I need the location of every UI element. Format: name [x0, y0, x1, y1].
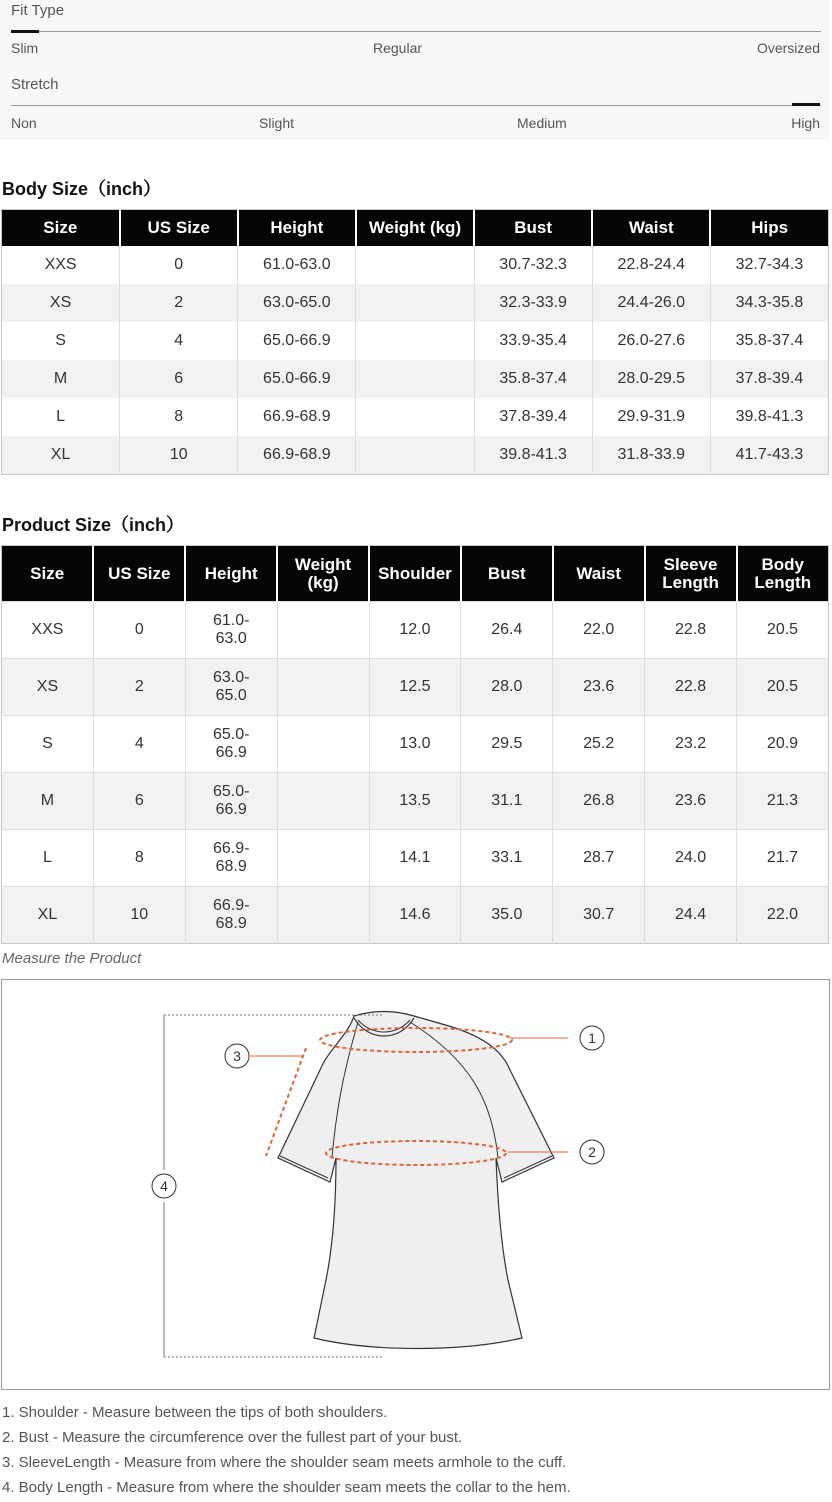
table-cell: 33.9-35.4 — [474, 322, 592, 360]
table-header-row — [2, 546, 829, 602]
marker-4-label: 4 — [160, 1178, 168, 1194]
table-cell: 66.9- 68.9 — [185, 830, 277, 887]
table-cell — [277, 887, 369, 944]
table-cell: 20.5 — [737, 659, 829, 716]
column-header: Weight (kg) — [277, 546, 369, 602]
table-cell: 32.3-33.9 — [474, 284, 592, 322]
fit-option-slim: Slim — [11, 40, 39, 56]
column-header: Bust — [474, 210, 592, 247]
table-cell: XS — [2, 659, 94, 716]
table-cell: XXS — [2, 602, 94, 659]
product-size-table — [1, 545, 829, 944]
table-cell — [356, 322, 474, 360]
table-cell: 31.8-33.9 — [592, 436, 710, 475]
table-cell: 30.7 — [553, 887, 645, 944]
column-header: US Size — [93, 546, 185, 602]
table-row — [2, 246, 829, 284]
table-cell: 13.5 — [369, 773, 461, 830]
table-cell: 35.8-37.4 — [474, 360, 592, 398]
body-size-table — [1, 209, 829, 475]
table-cell: 26.0-27.6 — [592, 322, 710, 360]
table-row — [2, 398, 829, 436]
table-cell: 66.9- 68.9 — [185, 887, 277, 944]
table-cell: 63.0-65.0 — [238, 284, 356, 322]
table-cell: 39.8-41.3 — [710, 398, 828, 436]
table-row — [2, 659, 829, 716]
table-cell: 22.0 — [737, 887, 829, 944]
table-cell: 6 — [120, 360, 238, 398]
stretch-marker — [792, 103, 820, 106]
body-size-title-text: Body Size — [2, 179, 89, 199]
table-cell: 28.7 — [553, 830, 645, 887]
marker-1-label: 1 — [588, 1030, 596, 1046]
table-row — [2, 773, 829, 830]
table-cell: 35.0 — [461, 887, 553, 944]
table-cell: 12.5 — [369, 659, 461, 716]
table-cell: 61.0- 63.0 — [185, 602, 277, 659]
table-cell: 4 — [93, 716, 185, 773]
table-row — [2, 360, 829, 398]
table-cell: 4 — [120, 322, 238, 360]
column-header: Size — [2, 210, 120, 247]
table-cell: 14.1 — [369, 830, 461, 887]
column-header: Sleeve Length — [645, 546, 737, 602]
table-cell: 28.0 — [461, 659, 553, 716]
table-cell: 24.4 — [645, 887, 737, 944]
table-cell: M — [2, 360, 120, 398]
table-row — [2, 322, 829, 360]
table-cell: 31.1 — [461, 773, 553, 830]
column-header: US Size — [120, 210, 238, 247]
column-header: Weight (kg) — [356, 210, 474, 247]
product-size-unit: （inch） — [111, 515, 185, 535]
column-header: Bust — [461, 546, 553, 602]
stretch-option-medium: Medium — [517, 115, 567, 131]
table-cell: 28.0-29.5 — [592, 360, 710, 398]
table-cell: 21.3 — [737, 773, 829, 830]
table-cell: 26.8 — [553, 773, 645, 830]
table-cell: 23.6 — [553, 659, 645, 716]
fit-type-scale — [11, 31, 821, 32]
product-size-title — [2, 511, 184, 537]
table-cell — [356, 398, 474, 436]
table-cell: S — [55, 332, 66, 349]
table-cell: 37.8-39.4 — [474, 398, 592, 436]
table-cell: 2 — [93, 659, 185, 716]
fit-type-marker — [11, 30, 39, 33]
table-cell — [277, 773, 369, 830]
marker-2-label: 2 — [588, 1144, 596, 1160]
table-cell: 8 — [93, 830, 185, 887]
table-cell: L — [2, 830, 94, 887]
table-cell — [277, 830, 369, 887]
fit-panel — [0, 0, 830, 140]
table-cell: 14.6 — [369, 887, 461, 944]
table-cell — [356, 246, 474, 284]
table-cell: 0 — [93, 602, 185, 659]
table-cell: 30.7-32.3 — [474, 246, 592, 284]
table-cell: S — [2, 716, 94, 773]
table-cell: 22.8 — [645, 602, 737, 659]
table-cell: 63.0- 65.0 — [185, 659, 277, 716]
fit-option-oversized: Oversized — [756, 40, 820, 56]
table-cell — [277, 602, 369, 659]
table-cell: 29.9-31.9 — [592, 398, 710, 436]
table-cell: 23.6 — [645, 773, 737, 830]
table-cell — [356, 360, 474, 398]
table-cell: 65.0- 66.9 — [185, 716, 277, 773]
body-size-unit: （inch） — [88, 179, 162, 199]
column-header: Shoulder — [369, 546, 461, 602]
note-shoulder: 1. Shoulder - Measure between the tips of both shoulders. — [2, 1404, 388, 1421]
stretch-option-high: High — [791, 115, 820, 131]
table-cell: XS — [2, 284, 120, 322]
stretch-option-non: Non — [11, 115, 37, 131]
column-header: Height — [238, 210, 356, 247]
column-header: Waist — [592, 210, 710, 247]
fit-option-regular: Regular — [373, 40, 423, 56]
measure-diagram — [1, 979, 830, 1390]
column-header: Waist — [553, 546, 645, 602]
table-cell: 61.0-63.0 — [238, 246, 356, 284]
table-header-row — [2, 210, 829, 247]
column-header: Height — [185, 546, 277, 602]
table-row — [2, 716, 829, 773]
table-cell: 66.9-68.9 — [238, 436, 356, 475]
table-cell: M — [2, 773, 94, 830]
table-cell: 29.5 — [461, 716, 553, 773]
table-cell: XL — [2, 436, 120, 475]
tshirt-diagram — [2, 980, 829, 1389]
column-header: Hips — [710, 210, 828, 247]
table-cell: 22.0 — [553, 602, 645, 659]
table-cell: 20.9 — [737, 716, 829, 773]
table-cell: 13.0 — [369, 716, 461, 773]
table-cell — [356, 284, 474, 322]
stretch-option-slight: Slight — [259, 115, 295, 131]
product-size-title-text: Product Size — [2, 515, 112, 535]
column-header: Body Length — [737, 546, 829, 602]
table-cell: 10 — [120, 436, 238, 475]
table-cell: 10 — [93, 887, 185, 944]
table-cell: 25.2 — [553, 716, 645, 773]
table-cell: 37.8-39.4 — [710, 360, 828, 398]
marker-3-label: 3 — [233, 1048, 241, 1064]
table-cell: L — [56, 408, 66, 425]
table-cell: XL — [2, 887, 94, 944]
table-cell: 35.8-37.4 — [710, 322, 828, 360]
table-cell: 26.4 — [461, 602, 553, 659]
table-row — [2, 887, 829, 944]
table-cell: 32.7-34.3 — [710, 246, 828, 284]
table-cell: 65.0- 66.9 — [185, 773, 277, 830]
table-cell: 23.2 — [645, 716, 737, 773]
table-cell — [277, 659, 369, 716]
note-bust: 2. Bust - Measure the circumference over the fullest part of your bust. — [2, 1429, 463, 1446]
table-cell: 39.8-41.3 — [474, 436, 592, 475]
table-cell: 34.3-35.8 — [710, 284, 828, 322]
table-row — [2, 284, 829, 322]
table-cell: 22.8-24.4 — [592, 246, 710, 284]
table-cell: 20.5 — [737, 602, 829, 659]
table-cell: 8 — [120, 398, 238, 436]
table-cell: 12.0 — [369, 602, 461, 659]
table-cell: 24.4-26.0 — [592, 284, 710, 322]
table-cell: 24.0 — [645, 830, 737, 887]
table-row — [2, 436, 829, 475]
stretch-scale — [11, 105, 821, 106]
table-cell: 65.0-66.9 — [238, 360, 356, 398]
fit-type-label: Fit Type — [11, 2, 65, 19]
table-cell: 2 — [120, 284, 238, 322]
table-cell: 65.0-66.9 — [238, 322, 356, 360]
note-body-length: 4. Body Length - Measure from where the shoulder seam meets the collar to the hem. — [2, 1479, 571, 1496]
table-cell — [356, 436, 474, 475]
measure-caption: Measure the Product — [2, 950, 142, 967]
column-header: Size — [2, 546, 94, 602]
table-row — [2, 602, 829, 659]
table-cell: 66.9-68.9 — [238, 398, 356, 436]
table-cell: 0 — [120, 246, 238, 284]
note-sleeve-length: 3. SleeveLength - Measure from where the shoulder seam meets armhole to the cuff. — [2, 1454, 567, 1471]
table-cell: XXS — [44, 256, 77, 273]
table-cell: 22.8 — [645, 659, 737, 716]
table-row — [2, 830, 829, 887]
table-cell: 21.7 — [737, 830, 829, 887]
table-cell: 6 — [93, 773, 185, 830]
table-cell — [277, 716, 369, 773]
measure-notes — [2, 1402, 571, 1502]
stretch-label: Stretch — [11, 76, 59, 93]
table-cell: 33.1 — [461, 830, 553, 887]
table-cell: 41.7-43.3 — [710, 436, 828, 475]
body-size-title — [2, 175, 161, 201]
tshirt-shape — [278, 1012, 554, 1349]
